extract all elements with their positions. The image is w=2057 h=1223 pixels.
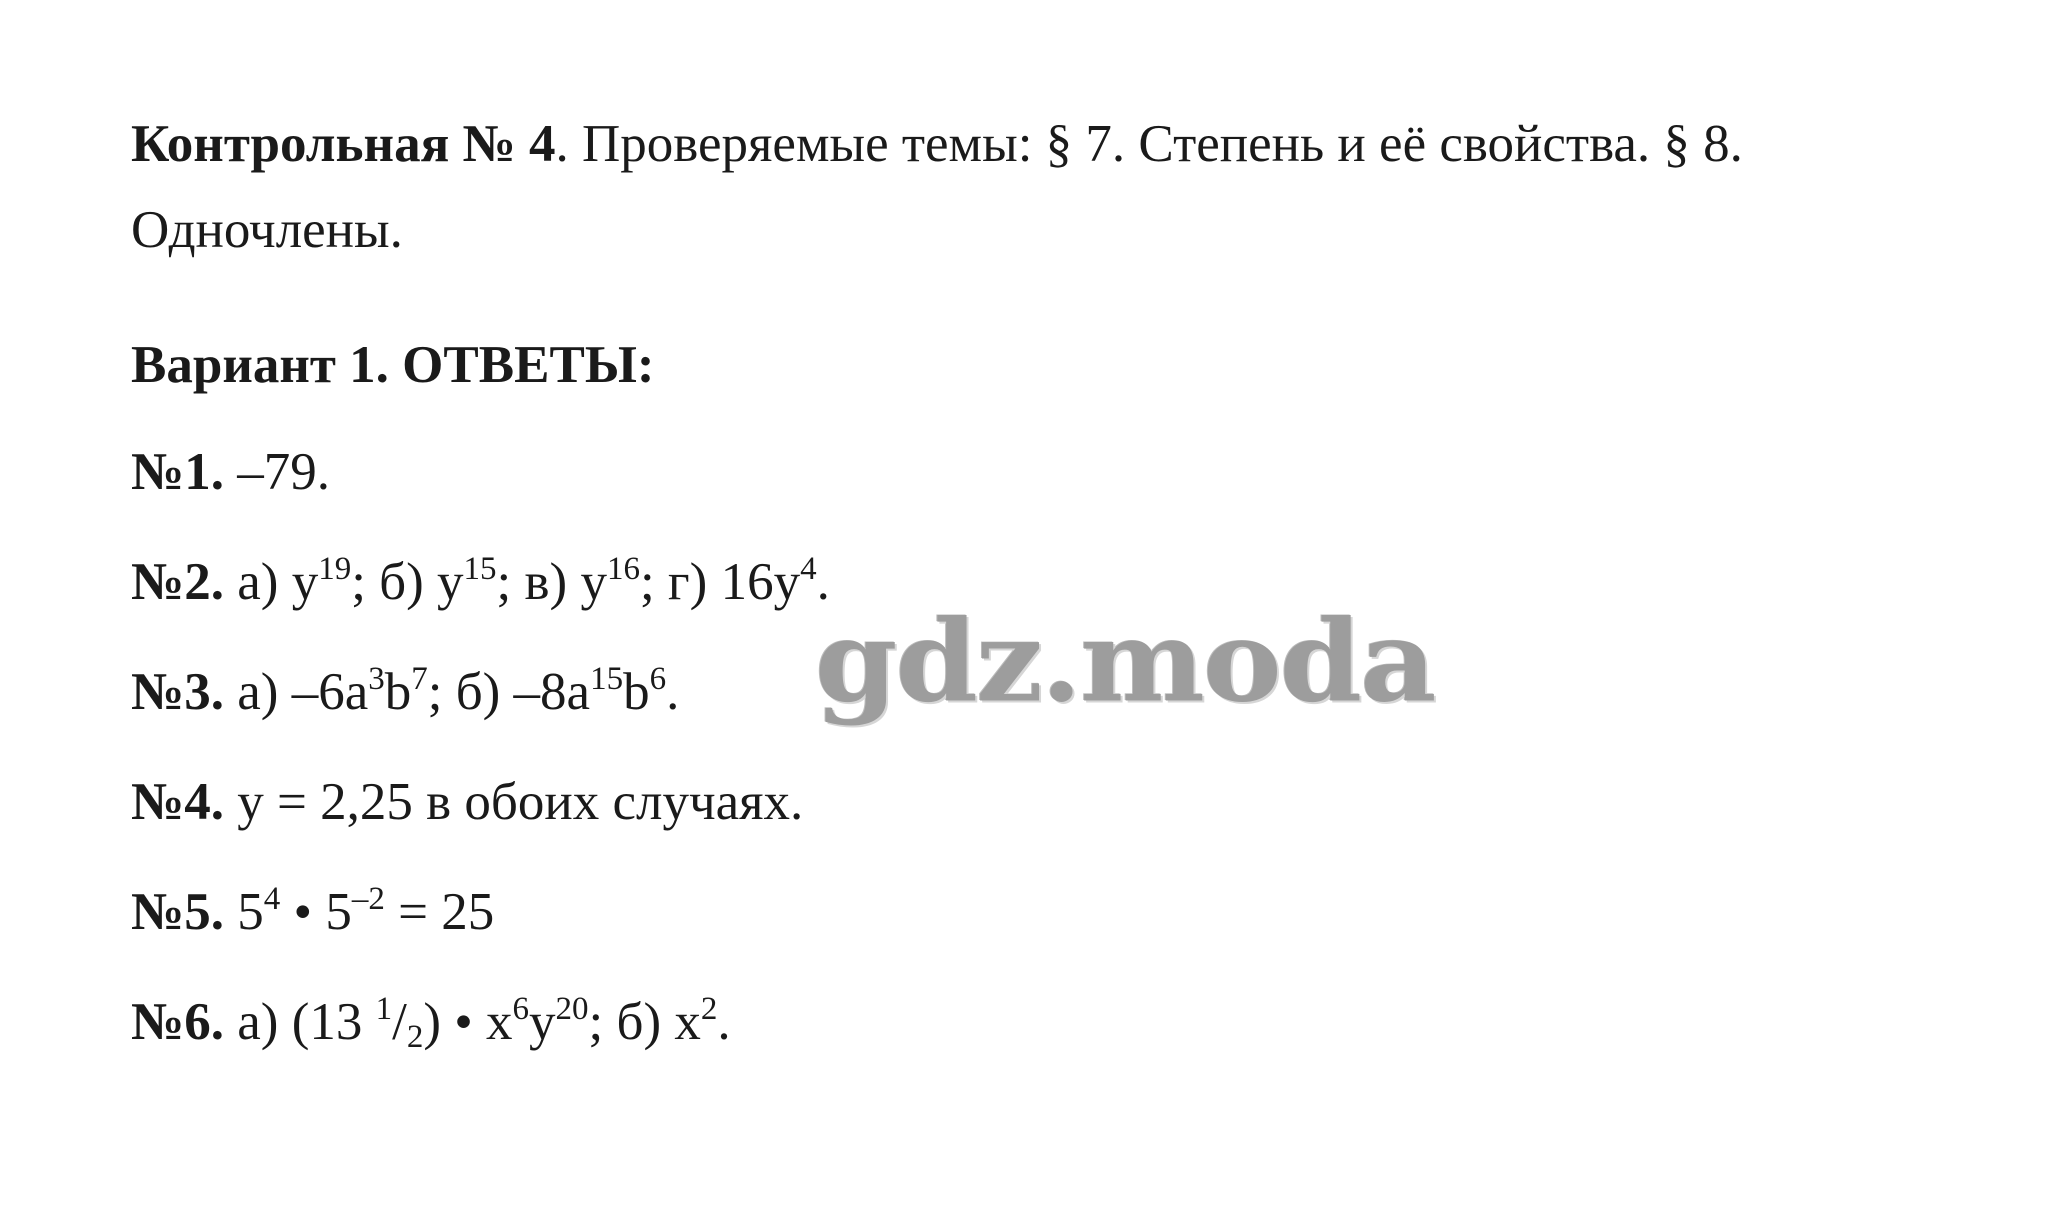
answer-3 (131, 660, 679, 724)
answer-text: b (384, 663, 412, 721)
answer-number: №1. (131, 443, 225, 501)
answer-6 (131, 990, 731, 1054)
exponent: 7 (411, 660, 428, 697)
answer-text: ) • x (423, 993, 513, 1051)
answer-number: №3. (131, 663, 225, 721)
answer-text: а) –6a (224, 663, 369, 721)
answer-number: №2. (131, 553, 225, 611)
topics-text-continued: Одночлены. (131, 201, 403, 259)
topics-text: . Проверяемые темы: § 7. Степень и её свойства. § 8. (555, 115, 1743, 173)
answer-text: • 5 (280, 883, 352, 941)
exponent: 6 (512, 990, 530, 1027)
exponent: 2 (700, 990, 718, 1027)
answer-text: . (717, 993, 731, 1051)
answer-1 (131, 440, 330, 504)
exponent: 4 (263, 880, 281, 917)
answer-text: а) y (224, 553, 319, 611)
fraction-slash: / (392, 993, 407, 1051)
fraction-numerator: 1 (375, 990, 393, 1027)
answer-text: y = 2,25 в обоих случаях. (224, 773, 804, 831)
answer-number: №5. (131, 883, 225, 941)
answer-text: ; б) y (351, 553, 464, 611)
exponent: 6 (649, 660, 667, 697)
exponent: 20 (555, 990, 589, 1027)
header-line-2 (131, 198, 403, 262)
answer-text: а) (13 (224, 993, 376, 1051)
answer-4 (131, 770, 803, 834)
exponent: 4 (800, 550, 817, 587)
answer-5 (131, 880, 494, 944)
exponent: 19 (318, 550, 352, 587)
answer-2 (131, 550, 830, 614)
answer-text: . (666, 663, 680, 721)
exponent: –2 (351, 880, 385, 917)
exponent: 3 (368, 660, 385, 697)
watermark: gdz.moda (815, 595, 1435, 728)
header-line-1 (131, 112, 1743, 176)
exponent: 15 (463, 550, 497, 587)
answer-text: 5 (224, 883, 264, 941)
answer-number: №6. (131, 993, 225, 1051)
answer-text: ; г) 16y (639, 553, 801, 611)
answer-text: b (623, 663, 650, 721)
fraction-denominator: 2 (406, 1019, 424, 1056)
fraction (375, 990, 424, 1056)
exponent: 15 (590, 660, 624, 697)
answer-text: y (529, 993, 556, 1051)
answer-text: ; б) –8a (427, 663, 591, 721)
answer-text: = 25 (384, 883, 495, 941)
answer-number: №4. (131, 773, 225, 831)
answer-text: ; б) x (588, 993, 701, 1051)
answer-text: ; в) y (496, 553, 607, 611)
test-title: Контрольная № 4 (131, 115, 556, 173)
variant-heading: Вариант 1. ОТВЕТЫ: (131, 336, 655, 394)
answer-text: . (816, 553, 830, 611)
answer-text: –79. (224, 443, 331, 501)
exponent: 16 (606, 550, 640, 587)
